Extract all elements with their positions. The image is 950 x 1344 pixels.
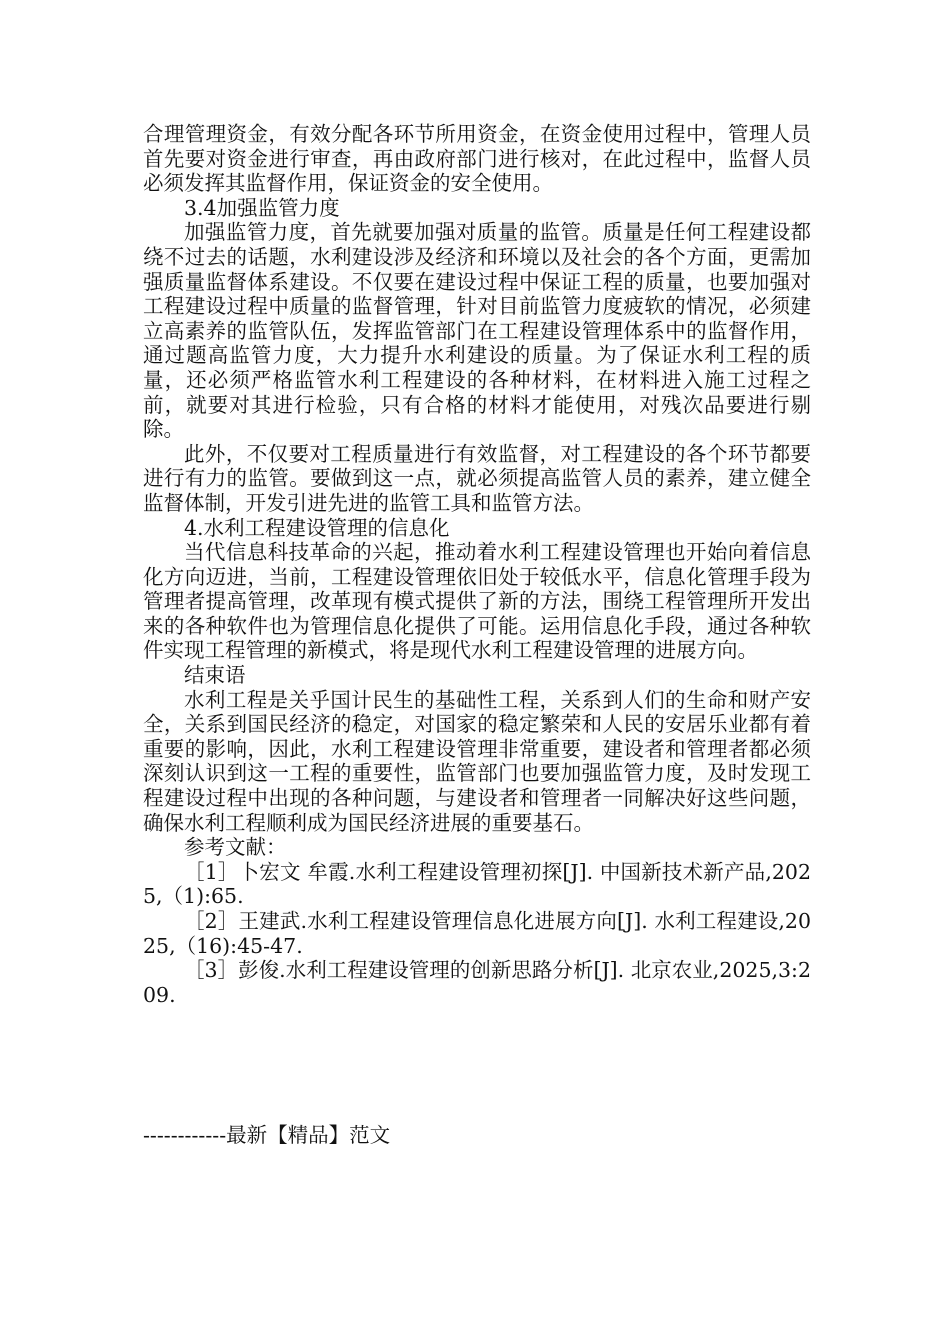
paragraph-funding-continuation: 合理管理资金，有效分配各环节所用资金，在资金使用过程中，管理人员首先要对资金进行审查，再由政府部门进行核对，在此过程中，监督人员必须发挥其监督作用，保证资金的安全使用。 [143, 122, 811, 196]
reference-item-3: ［3］彭俊.水利工程建设管理的创新思路分析[J]. 北京农业,2025,3:209. [143, 958, 811, 1007]
section-heading-3-4: 3.4加强监管力度 [184, 195, 340, 220]
paragraph-supervision: 加强监管力度，首先就要加强对质量的监管。质量是任何工程建设都绕不过去的话题，水利建设涉及经济和环境以及社会的各个方面，更需加强质量监督体系建设。不仅要在建设过程中保证工程的质量，也要加强对工程建设过程中质量的监督管理，针对目前监管力度疲软的情况，必须建立高素养的监管队伍，发挥监管部门在工程建设管理体系中的监督作用，通过题高监管力度，大力提升水利建设的质量。为了保证水利工程的质量，还必须严格监管水利工程建设的各种材料，在材料进入施工过程之前，就要对其进行检验，只有合格的材料才能使用，对残次品要进行剔除。 [143, 220, 811, 442]
paragraph-informatization: 当代信息科技革命的兴起，推动着水利工程建设管理也开始向着信息化方向迈进，当前，工程建设管理依旧处于较低水平，信息化管理手段为管理者提高管理，改革现有模式提供了新的方法，围绕工程管理所开发出来的各种软件也为管理信息化提供了可能。运用信息化手段，通过各种软件实现工程管理的新模式，将是现代水利工程建设管理的进展方向。 [143, 540, 811, 663]
paragraph-supervision-additional: 此外，不仅要对工程质量进行有效监督，对工程建设的各个环节都要进行有力的监管。要做到这一点，就必须提高监管人员的素养，建立健全监督体制，开发引进先进的监管工具和监管方法。 [143, 441, 811, 515]
section-heading-conclusion: 结束语 [184, 663, 246, 688]
reference-item-1: ［1］卜宏文 牟霞.水利工程建设管理初探[J]. 中国新技术新产品,2025,（1):65. [143, 859, 811, 909]
references-heading: 参考文献： [184, 835, 287, 860]
document-page [143, 122, 811, 1007]
reference-item-2: ［2］王建武.水利工程建设管理信息化进展方向[J]. 水利工程建设,2025,（16):45-47. [143, 909, 811, 958]
page-footer: ------------最新【精品】范文 [143, 1123, 391, 1147]
paragraph-conclusion: 水利工程是关乎国计民生的基础性工程，关系到人们的生命和财产安全，关系到国民经济的稳定，对国家的稳定繁荣和人民的安居乐业都有着重要的影响，因此，水利工程建设管理非常重要，建设者和管理者都必须深刻认识到这一工程的重要性，监管部门也要加强监管力度，及时发现工程建设过程中出现的各种问题，与建设者和管理者一同解决好这些问题，确保水利工程顺利成为国民经济进展的重要基石。 [143, 687, 811, 835]
section-heading-4: 4.水利工程建设管理的信息化 [184, 515, 450, 540]
